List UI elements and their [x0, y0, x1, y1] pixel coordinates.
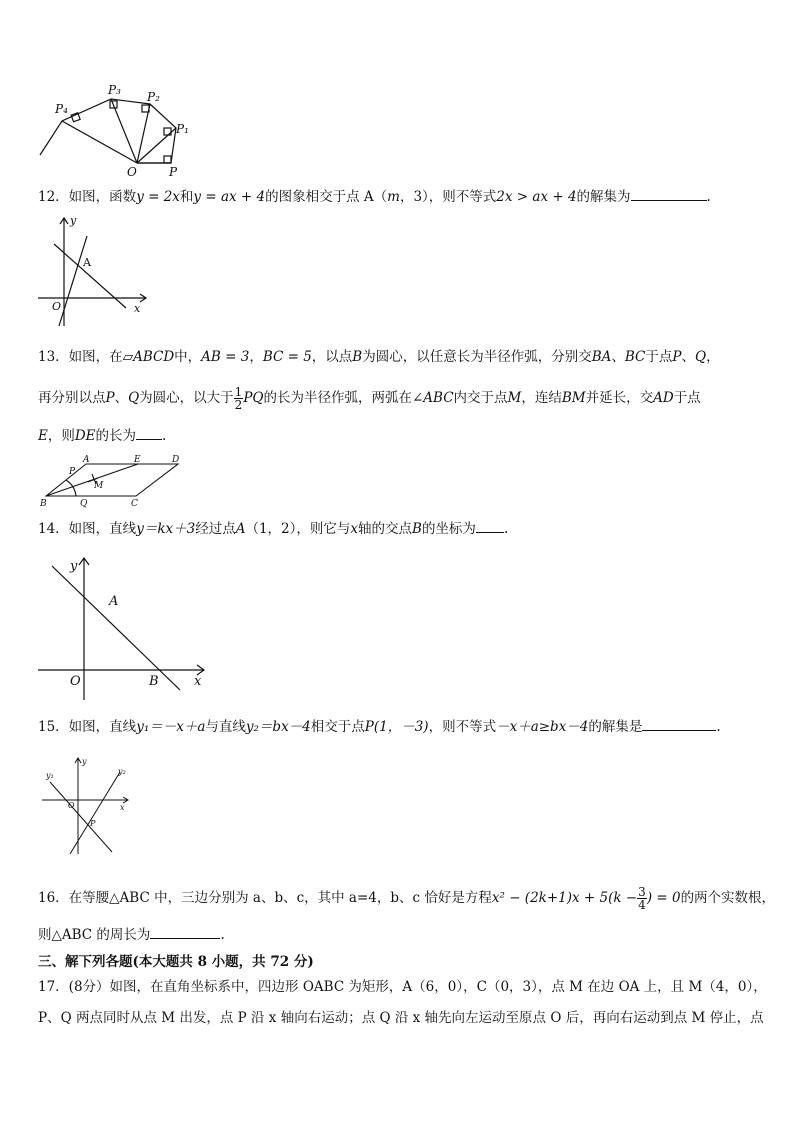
section-heading: 三、解下列各题(本大题共 8 小题，共 72 分) — [38, 954, 314, 970]
label-o: O — [70, 674, 81, 689]
label-p: P — [90, 819, 96, 828]
fraction-three-quarters: $\frac{3}{4}$ — [638, 885, 646, 912]
question-13-line2: 再分别以点P、Q为圆心，以大于 $\frac{1}{2}$ PQ的长为半径作弧，两弧在∠ABC内交于点M，连结BM并延长，交AD于点 — [38, 385, 701, 412]
question-13-line1: 13．如图，在▱ABCD中，AB = 3，BC = 5，以点B为圆心，以任意长为半径作弧，分别交BA、BC于点P、Q， — [38, 349, 720, 365]
label-x: x — [120, 803, 125, 812]
label-e: E — [134, 455, 141, 465]
answer-blank — [642, 716, 716, 731]
label-a: A — [109, 594, 119, 609]
label-p2: P₂ — [147, 90, 160, 104]
fraction-half: $\frac{1}{2}$ — [234, 385, 243, 412]
answer-blank — [631, 186, 707, 201]
figure-q13-parallelogram — [36, 452, 196, 512]
label-b: B — [149, 674, 159, 689]
question-16-line2: 则△ABC 的周长为 . — [38, 924, 225, 945]
label-q: Q — [80, 499, 88, 509]
figure-q14-graph — [36, 552, 216, 702]
label-p4: P₄ — [55, 102, 68, 116]
question-12: 12．如图，函数y = 2x和y = ax + 4的图象相交于点 A（m，3），则不等式2x > ax + 4的解集为 . — [38, 186, 711, 207]
question-13-line3: E，则DE的长为 . — [38, 425, 166, 446]
figure-spiral-triangles — [38, 80, 198, 180]
question-14: 14．如图，直线y＝kx＋3经过点A（1，2），则它与x轴的交点B的坐标为 . — [38, 518, 508, 539]
figure-q15-graph — [36, 754, 146, 859]
label-y: y — [82, 757, 87, 766]
label-y: y — [70, 214, 77, 227]
label-p1: P₁ — [176, 122, 189, 136]
label-o: O — [127, 165, 137, 179]
answer-blank — [476, 518, 504, 533]
label-x: x — [194, 674, 202, 689]
question-16-line1: 16．在等腰△ABC 中，三边分别为 a、b、c，其中 a=4，b、c 恰好是方程x² − (2k+1)x + 5(k − $\frac{3}{4}$ ) = 0的两个实数根， — [38, 885, 776, 912]
label-b: B — [40, 499, 47, 509]
question-17-line1: 17．(8分）如图，在直角坐标系中，四边形 OABC 为矩形，A（6，0），C（0，3），点 M 在边 OA 上，且 M（4，0）， — [38, 979, 767, 995]
label-d: D — [172, 455, 180, 465]
question-15: 15．如图，直线y₁＝－x＋a与直线y₂＝bx－4相交于点P(1，－3)，则不等式－x＋a≥bx－4的解集是 . — [38, 716, 721, 737]
label-x: x — [134, 302, 141, 315]
label-p: P — [169, 165, 178, 179]
label-a: A — [83, 256, 91, 269]
label-p3: P₃ — [108, 83, 121, 97]
label-m: M — [94, 481, 104, 491]
label-o: O — [68, 801, 75, 810]
label-o: O — [52, 300, 62, 313]
answer-blank — [136, 425, 162, 440]
label-p: P — [69, 467, 76, 477]
question-17-line2: P、Q 两点同时从点 M 出发，点 P 沿 x 轴向右运动；点 Q 沿 x 轴先向左运动至原点 O 后，再向右运动到点 M 停止，点 — [38, 1010, 764, 1026]
label-c: C — [131, 499, 138, 509]
label-a: A — [83, 455, 90, 465]
label-y2: y₂ — [118, 767, 126, 776]
figure-q12-graph — [36, 212, 156, 332]
label-y1: y₁ — [46, 771, 54, 780]
answer-blank — [150, 924, 220, 939]
label-y: y — [70, 559, 78, 574]
